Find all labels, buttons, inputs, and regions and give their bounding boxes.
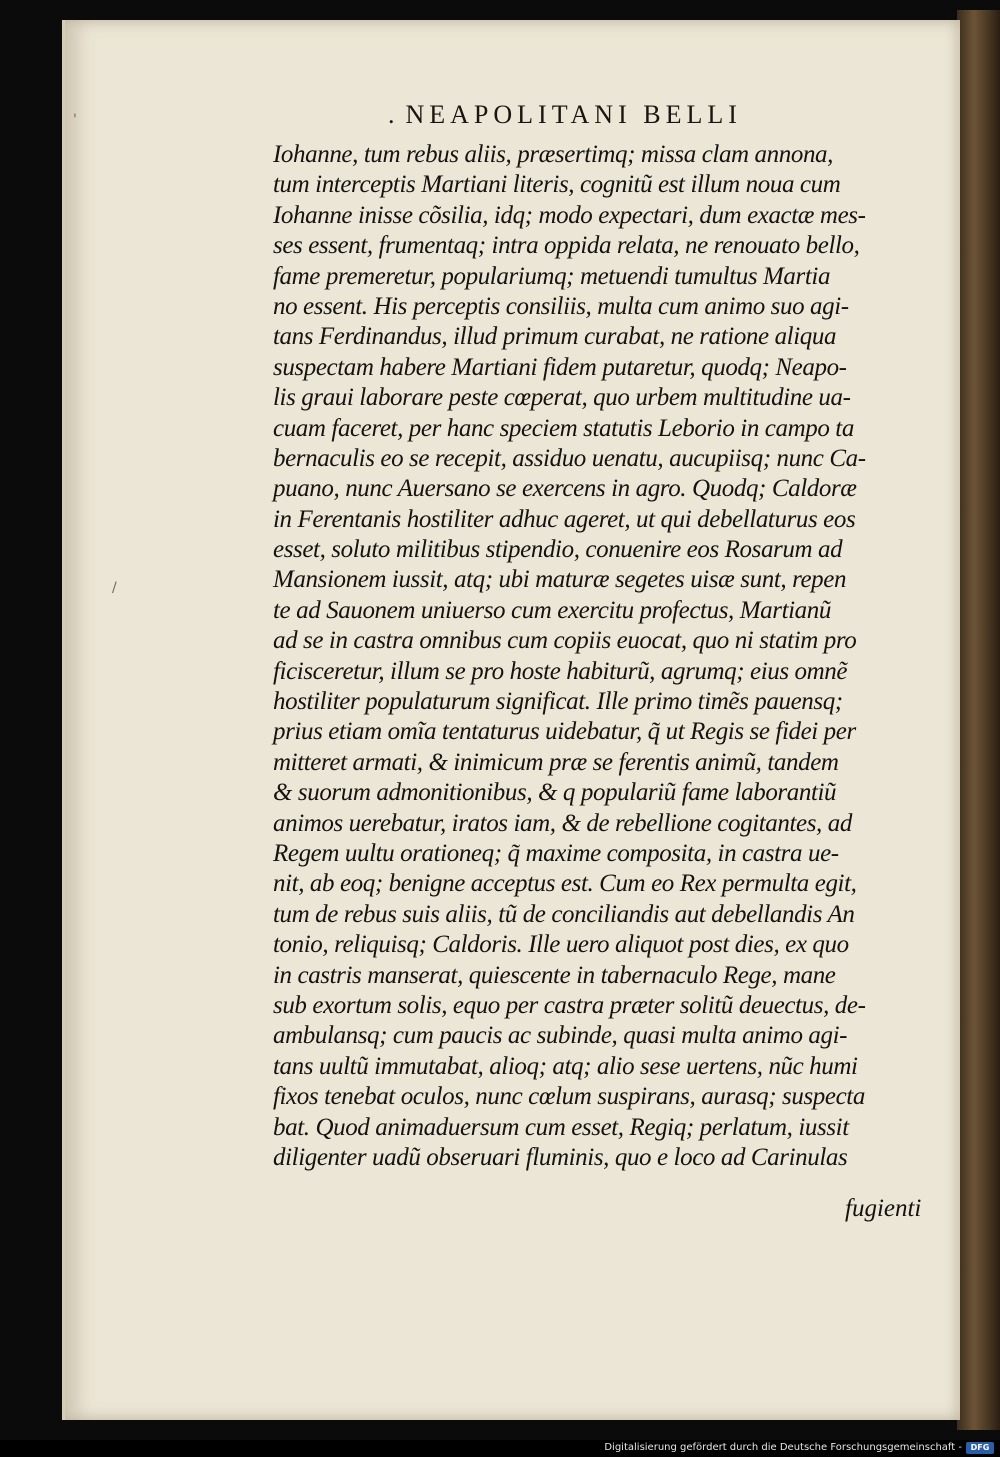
text-line: Iohanne, tum rebus aliis, præsertimq; missa clam annona, (273, 141, 833, 168)
text-line: nit, ab eoq; benigne acceptus est. Cum eo Rex permulta egit, (273, 870, 857, 898)
text-line: ad se in castra omnibus cum copiis euocat, quo ni statim pro (273, 627, 857, 655)
text-line: fixos tenebat oculos, nunc cœlum suspirans, aurasq; suspecta (273, 1083, 865, 1111)
text-line: bat. Quod animaduersum cum esset, Regiq; perlatum, iussit (273, 1113, 849, 1141)
text-line: esset, soluto militibus stipendio, conuenire eos Rosarum ad (273, 536, 843, 564)
text-line: suspectam habere Martiani fidem putaretur, quodq; Neapo- (273, 353, 847, 381)
text-line: in Ferentanis hostiliter adhuc ageret, ut qui debellaturus eos (273, 505, 856, 533)
text-line: animos uerebatur, iratos iam, & de rebellione cogitantes, ad (273, 809, 852, 837)
text-line: ses essent, frumentaq; intra oppida relata, ne renouato bello, (273, 232, 860, 260)
text-line: in castris manserat, quiescente in tabernaculo Rege, mane (273, 961, 836, 989)
text-line: diligenter uadũ obseruari fluminis, quo e loco ad Carinulas (273, 1143, 848, 1171)
text-line: te ad Sauonem uniuerso cum exercitu profectus, Martianũ (273, 596, 831, 624)
margin-tick: ' (73, 112, 77, 128)
text-line: tum de rebus suis aliis, tũ de conciliandis aut debellandis An (273, 900, 855, 928)
text-line: hostiliter populaturum significat. Ille primo timẽs pauensq; (273, 688, 843, 716)
text-line: ambulansq; cum paucis ac subinde, quasi multa animo agi- (273, 1022, 848, 1050)
text-line: sub exortum solis, equo per castra præter solitũ deuectus, de- (273, 991, 866, 1019)
margin-tick: / (112, 580, 117, 596)
text-line: bernaculis eo se recepit, assiduo uenatu, aucupiisq; nunc Ca- (273, 444, 866, 472)
text-line: prius etiam omĩa tentaturus uidebatur, q̃ ut Regis se fidei per (273, 718, 856, 746)
catchword: fugienti (845, 1195, 922, 1222)
text-line: tans Ferdinandus, illud primum curabat, ne ratione aliqua (273, 323, 837, 351)
footer-bar (0, 1440, 1000, 1457)
text-line: fame premeretur, populariumq; metuendi tumultus Martia (273, 262, 831, 290)
main-text-block (273, 140, 943, 1173)
text-line: tonio, reliquisq; Caldoris. Ille uero aliquot post dies, ex quo (273, 931, 849, 959)
text-line: cuam faceret, per hanc speciem statutis Leborio in campo ta (273, 414, 854, 442)
text-line: Mansionem iussit, atq; ubi maturæ segetes uisæ sunt, repen (273, 566, 847, 594)
text-line: & suorum admonitionibus, & q populariũ fame laborantiũ (273, 779, 837, 807)
text-line: lis graui laborare peste cœperat, quo urbem multitudine ua- (273, 384, 851, 412)
running-head-text: NEAPOLITANI BELLI (405, 100, 742, 129)
dfg-logo: DFG (966, 1442, 994, 1454)
running-head-dot: . (388, 100, 400, 129)
book-edge (957, 10, 1000, 1430)
text-line: ficisceretur, illum se pro hoste habiturũ, agrumq; eius omnẽ (273, 657, 848, 685)
text-line: no essent. His perceptis consiliis, multa cum animo suo agi- (273, 292, 849, 320)
running-head (388, 100, 742, 130)
text-line: puano, nunc Auersano se exercens in agro. Quodq; Caldoræ (273, 475, 857, 503)
text-line: mitteret armati, & inimicum præ se ferentis animũ, tandem (273, 748, 839, 776)
text-line: Iohanne inisse cõsilia, idq; modo expectari, dum exactæ mes- (273, 201, 866, 229)
text-line: Regem uultu orationeq; q̃ maxime composita, in castra ue- (273, 839, 839, 867)
text-line: tum interceptis Martiani literis, cognitũ est illum noua cum (273, 171, 841, 199)
text-line: tans uultũ immutabat, alioq; atq; alio sese uertens, nũc humi (273, 1052, 858, 1080)
footer-credit: Digitalisierung gefördert durch die Deutsche Forschungsgemeinschaft - (604, 1442, 962, 1453)
